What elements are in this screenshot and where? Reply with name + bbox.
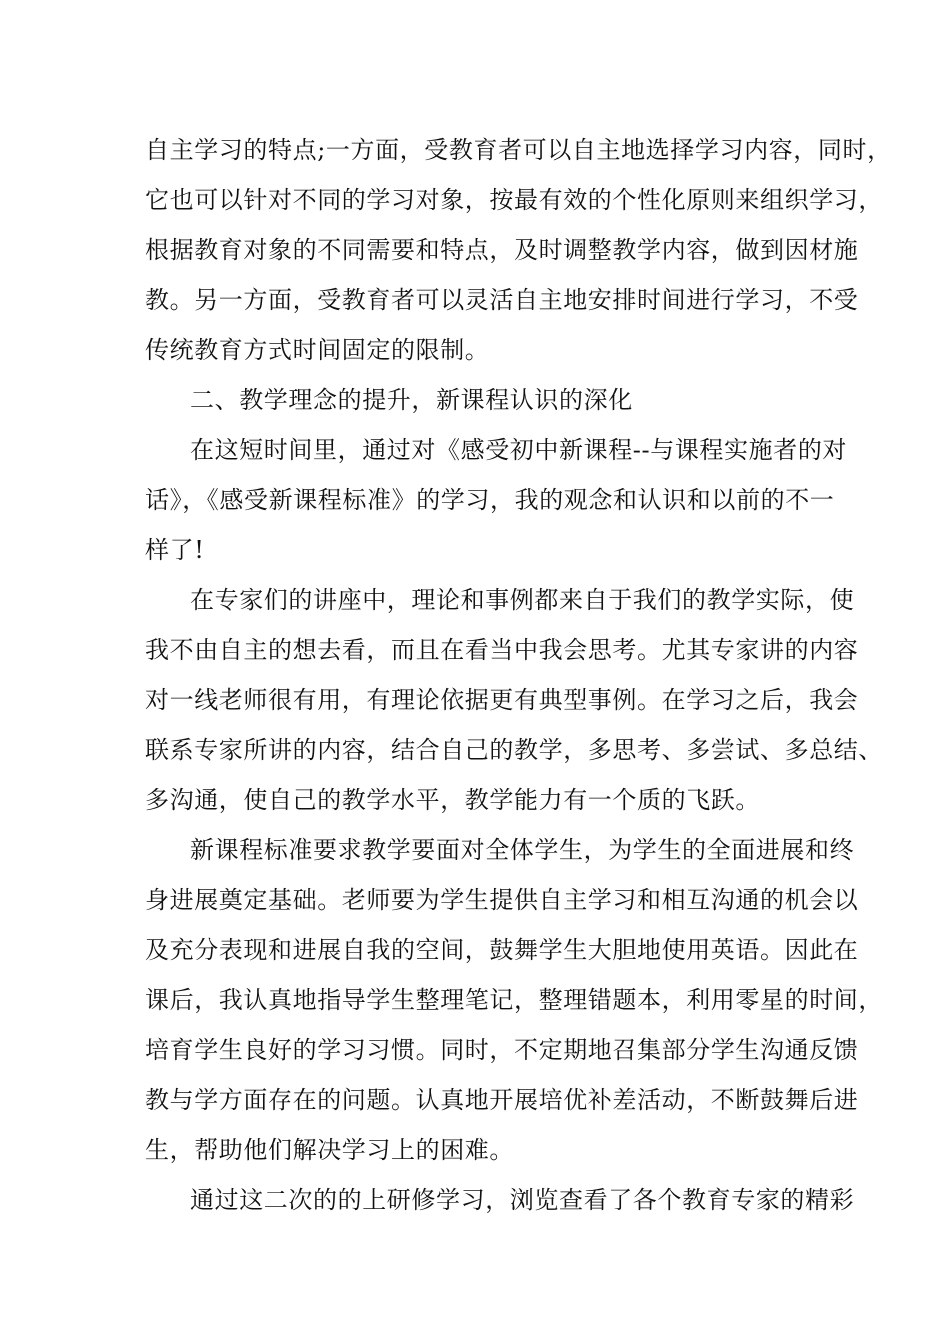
text-line: 根据教育对象的不同需要和特点，及时调整教学内容，做到因材施 xyxy=(145,236,859,264)
text-line: 教与学方面存在的问题。认真地开展培优补差活动，不断鼓舞后进 xyxy=(145,1086,859,1114)
text-line: 课后，我认真地指导学生整理笔记，整理错题本，利用零星的时间， xyxy=(145,986,883,1014)
text-line: 及充分表现和进展自我的空间，鼓舞学生大胆地使用英语。因此在 xyxy=(145,936,859,964)
text-line: 传统教育方式时间固定的限制。 xyxy=(145,336,490,364)
text-line: 通过这二次的的上研修学习，浏览查看了各个教育专家的精彩 xyxy=(190,1186,855,1214)
text-line: 它也可以针对不同的学习对象，按最有效的个性化原则来组织学习， xyxy=(145,186,883,214)
text-line: 多沟通，使自己的教学水平，教学能力有一个质的飞跃。 xyxy=(145,786,760,814)
text-line: 教。另一方面，受教育者可以灵活自主地安排时间进行学习，不受 xyxy=(145,286,859,314)
text-line: 我不由自主的想去看，而且在看当中我会思考。尤其专家讲的内容 xyxy=(145,636,859,664)
text-line: 对一线老师很有用，有理论依据更有典型事例。在学习之后，我会 xyxy=(145,686,859,714)
section-heading: 二、教学理念的提升，新课程认识的深化 xyxy=(190,386,633,414)
text-line: 自主学习的特点;一方面，受教育者可以自主地选择学习内容，同时， xyxy=(145,136,892,164)
text-line: 联系专家所讲的内容，结合自己的教学，多思考、多尝试、多总结、 xyxy=(145,736,883,764)
text-line: 话》，《感受新课程标准》的学习，我的观念和认识和以前的不一 xyxy=(145,486,835,514)
text-line: 新课程标准要求教学要面对全体学生，为学生的全面进展和终 xyxy=(190,836,855,864)
text-line: 在专家们的讲座中，理论和事例都来自于我们的教学实际，使 xyxy=(190,586,855,614)
text-line: 身进展奠定基础。老师要为学生提供自主学习和相互沟通的机会以 xyxy=(145,886,859,914)
text-line: 在这短时间里，通过对《感受初中新课程--与课程实施者的对 xyxy=(190,436,848,464)
text-line: 培育学生良好的学习习惯。同时，不定期地召集部分学生沟通反馈 xyxy=(145,1036,859,1064)
text-line: 样了! xyxy=(145,536,205,564)
text-line: 生，帮助他们解决学习上的困难。 xyxy=(145,1136,514,1164)
